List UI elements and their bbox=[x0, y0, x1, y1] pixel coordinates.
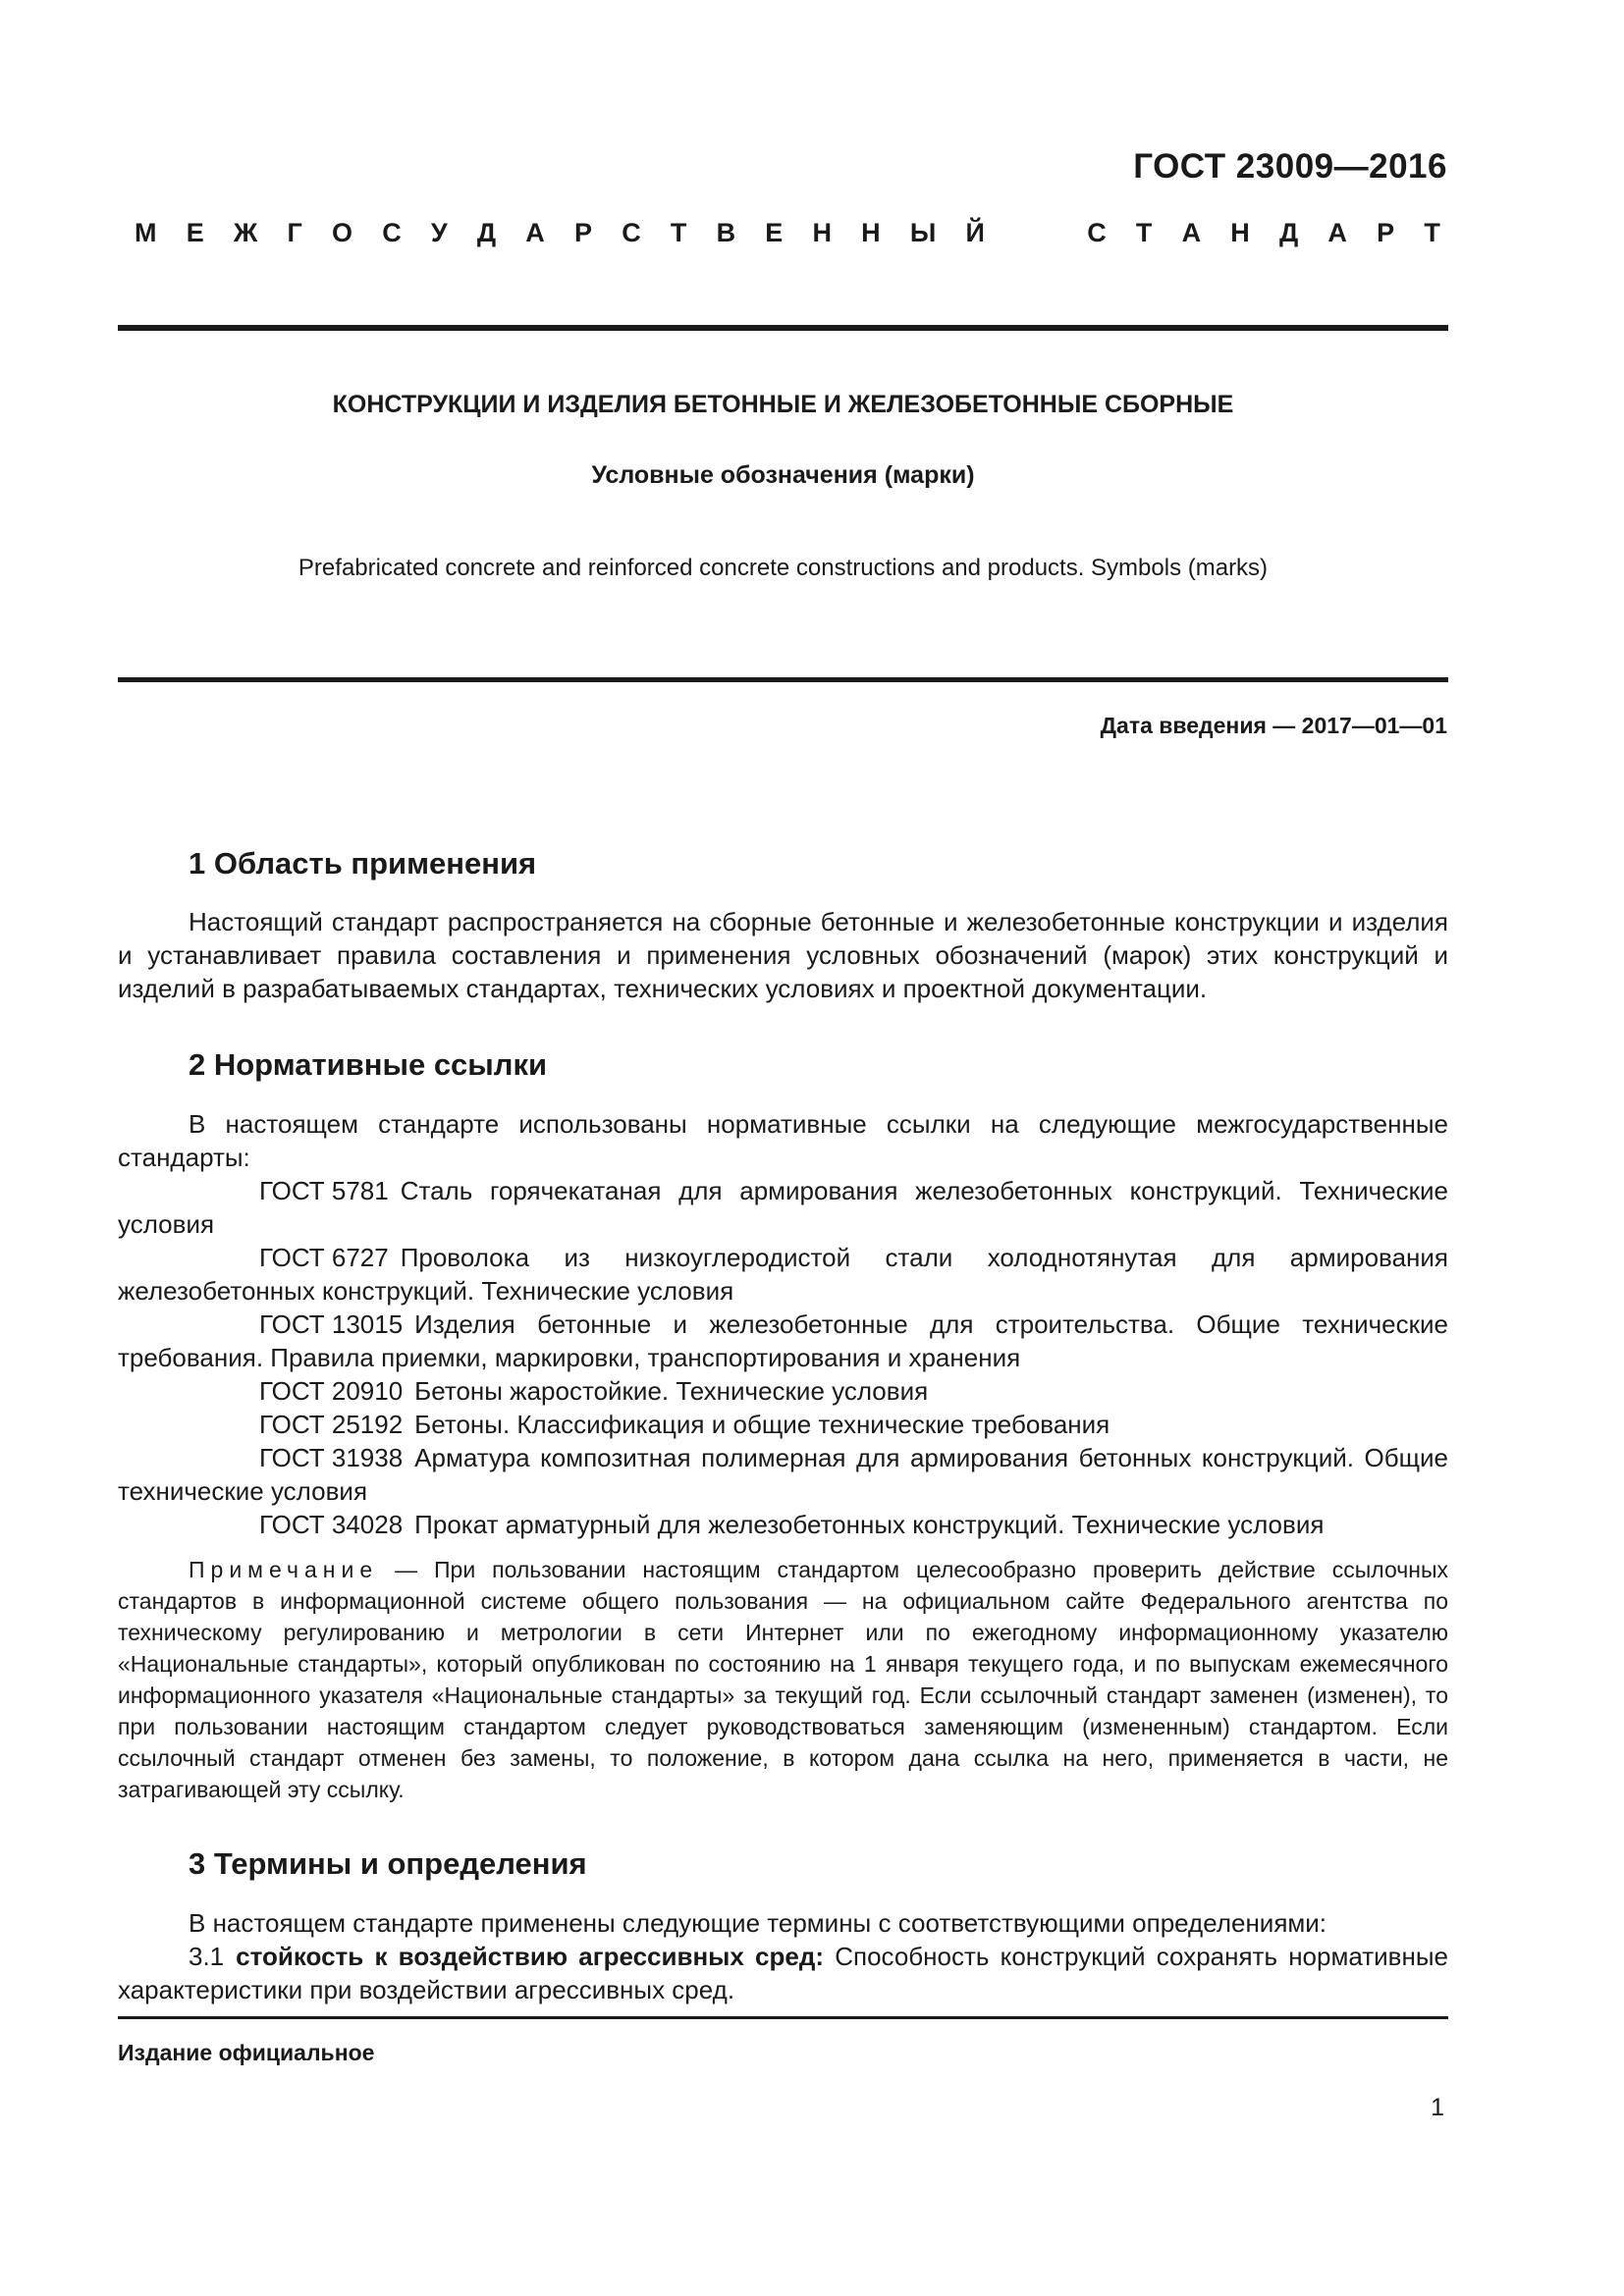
interstate-letter: О bbox=[331, 218, 352, 247]
standard-letter: Р bbox=[1377, 218, 1395, 247]
reference-title: Прокат арматурный для железобетонных конструкций. Технические условия bbox=[414, 1510, 1325, 1539]
gost-number: ГОСТ 23009—2016 bbox=[1133, 147, 1447, 186]
reference-item bbox=[118, 1408, 1448, 1441]
interstate-letter: Е bbox=[186, 218, 204, 247]
term-definition: Способность конструкций сохранять нормативные характеристики при воздействии агрессивных сред. bbox=[118, 1942, 1448, 2004]
standard-letter: С bbox=[1087, 218, 1107, 247]
interstate-letter: У bbox=[430, 218, 448, 247]
reference-item bbox=[118, 1241, 1448, 1308]
reference-item bbox=[118, 1174, 1448, 1241]
interstate-letter: А bbox=[525, 218, 545, 247]
reference-title: Арматура композитная полимерная для армирования бетонных конструкций. Общие технические условия bbox=[118, 1443, 1448, 1506]
term-entry bbox=[118, 1940, 1448, 2006]
reference-title: Бетоны жаростойкие. Технические условия bbox=[414, 1376, 929, 1406]
interstate-standard-heading bbox=[135, 218, 1440, 248]
official-edition-label: Издание официальное bbox=[118, 2040, 375, 2065]
reference-code: ГОСТ 13015 bbox=[259, 1309, 404, 1339]
section-2-heading: 2 Нормативные ссылки bbox=[189, 1047, 548, 1082]
interstate-letter: М bbox=[135, 218, 157, 247]
reference-code: ГОСТ 5781 bbox=[259, 1176, 389, 1205]
interstate-letter: Т bbox=[670, 218, 687, 247]
reference-item bbox=[118, 1374, 1448, 1408]
interstate-letter: Ж bbox=[233, 218, 258, 247]
reference-item bbox=[118, 1308, 1448, 1374]
interstate-letter: Н bbox=[812, 218, 832, 247]
section-3-intro: В настоящем стандарте применены следующие термины с соответствующими определениями: bbox=[189, 1908, 1327, 1938]
word-gap bbox=[1014, 218, 1057, 248]
interstate-letter: Р bbox=[573, 218, 592, 247]
reference-title: Изделия бетонные и железобетонные для строительства. Общие технические требования. Правила приемки, маркировки, транспортирования и хранения bbox=[118, 1309, 1448, 1372]
reference-title: Сталь горячекатаная для армирования железобетонных конструкций. Технические условия bbox=[118, 1176, 1448, 1239]
interstate-letter: Д bbox=[476, 218, 497, 247]
reference-code: ГОСТ 6727 bbox=[259, 1243, 389, 1272]
standard-letter: Д bbox=[1278, 218, 1299, 247]
interstate-letter: Г bbox=[287, 218, 302, 247]
reference-code: ГОСТ 34028 bbox=[259, 1510, 404, 1539]
document-title: КОНСТРУКЦИИ И ИЗДЕЛИЯ БЕТОННЫЕ И ЖЕЛЕЗОБЕТОННЫЕ СБОРНЫЕ bbox=[332, 391, 1234, 418]
interstate-letter: С bbox=[382, 218, 402, 247]
interstate-letter: Ы bbox=[909, 218, 937, 247]
interstate-letter: В bbox=[716, 218, 736, 247]
reference-code: ГОСТ 25192 bbox=[259, 1410, 404, 1439]
reference-code: ГОСТ 20910 bbox=[259, 1376, 404, 1406]
interstate-letter: Й bbox=[965, 218, 985, 247]
standard-letter: Н bbox=[1230, 218, 1250, 247]
reference-title: Бетоны. Классификация и общие технические требования bbox=[414, 1410, 1110, 1439]
note-text: — При пользовании настоящим стандартом целесообразно проверить действие ссылочных стандартов в информационной системе общего пользования — на официальном сайте Федерального агентства по техническому регулированию и метрологии в сети Интернет или по ежегодному информационному указателю «Национальные стандарты», который опубликован по состоянию на 1 января текущего года, и по выпускам ежемесячного информационного указателя «Национальные стандарты» за текущий год. Если ссылочный стандарт заменен (изменен), то при пользовании настоящим стандартом следует руководствоваться заменяющим (измененным) стандартом. Если ссылочный стандарт отменен без замены, то положение, в котором дана ссылка на него, применяется в части, не затрагивающей эту ссылку. bbox=[118, 1557, 1448, 1802]
document-english-title: Prefabricated concrete and reinforced concrete constructions and products. Symbols (marks) bbox=[298, 555, 1269, 581]
footer-divider bbox=[118, 2016, 1448, 2019]
introduction-date: Дата введения — 2017—01—01 bbox=[1100, 713, 1447, 738]
interstate-letter: Н bbox=[861, 218, 881, 247]
reference-item bbox=[118, 1508, 1448, 1541]
reference-title: Проволока из низкоуглеродистой стали холоднотянутая для армирования железобетонных конструкций. Технические условия bbox=[118, 1243, 1448, 1306]
term-name: стойкость к воздействию агрессивных сред: bbox=[236, 1942, 825, 1971]
section-2-intro: В настоящем стандарте использованы нормативные ссылки на следующие межгосударственные стандарты: bbox=[118, 1109, 1448, 1172]
interstate-letter: Е bbox=[765, 218, 784, 247]
interstate-letter: С bbox=[622, 218, 641, 247]
reference-item bbox=[118, 1441, 1448, 1508]
standard-letter: Т bbox=[1135, 218, 1153, 247]
term-number: 3.1 bbox=[189, 1942, 225, 1971]
standard-letter: Т bbox=[1424, 218, 1440, 247]
title-divider bbox=[118, 677, 1448, 682]
standard-letter: А bbox=[1181, 218, 1202, 247]
note-paragraph bbox=[118, 1554, 1448, 1805]
reference-code: ГОСТ 31938 bbox=[259, 1443, 404, 1472]
note-label: Примечание bbox=[189, 1557, 379, 1582]
document-subtitle: Условные обозначения (марки) bbox=[591, 461, 975, 489]
standard-letter: А bbox=[1327, 218, 1347, 247]
section-1-heading: 1 Область применения bbox=[189, 846, 537, 881]
section-1-text: Настоящий стандарт распространяется на сборные бетонные и железобетонные конструкции и изделия и устанавливает правила составления и применения условных обозначений (марок) этих конструкций и изделий в разрабатываемых стандартах, технических условиях и проектной документации. bbox=[118, 907, 1448, 1003]
section-3-heading: 3 Термины и определения bbox=[189, 1846, 587, 1881]
page-number: 1 bbox=[1431, 2094, 1444, 2121]
top-divider bbox=[118, 325, 1448, 331]
